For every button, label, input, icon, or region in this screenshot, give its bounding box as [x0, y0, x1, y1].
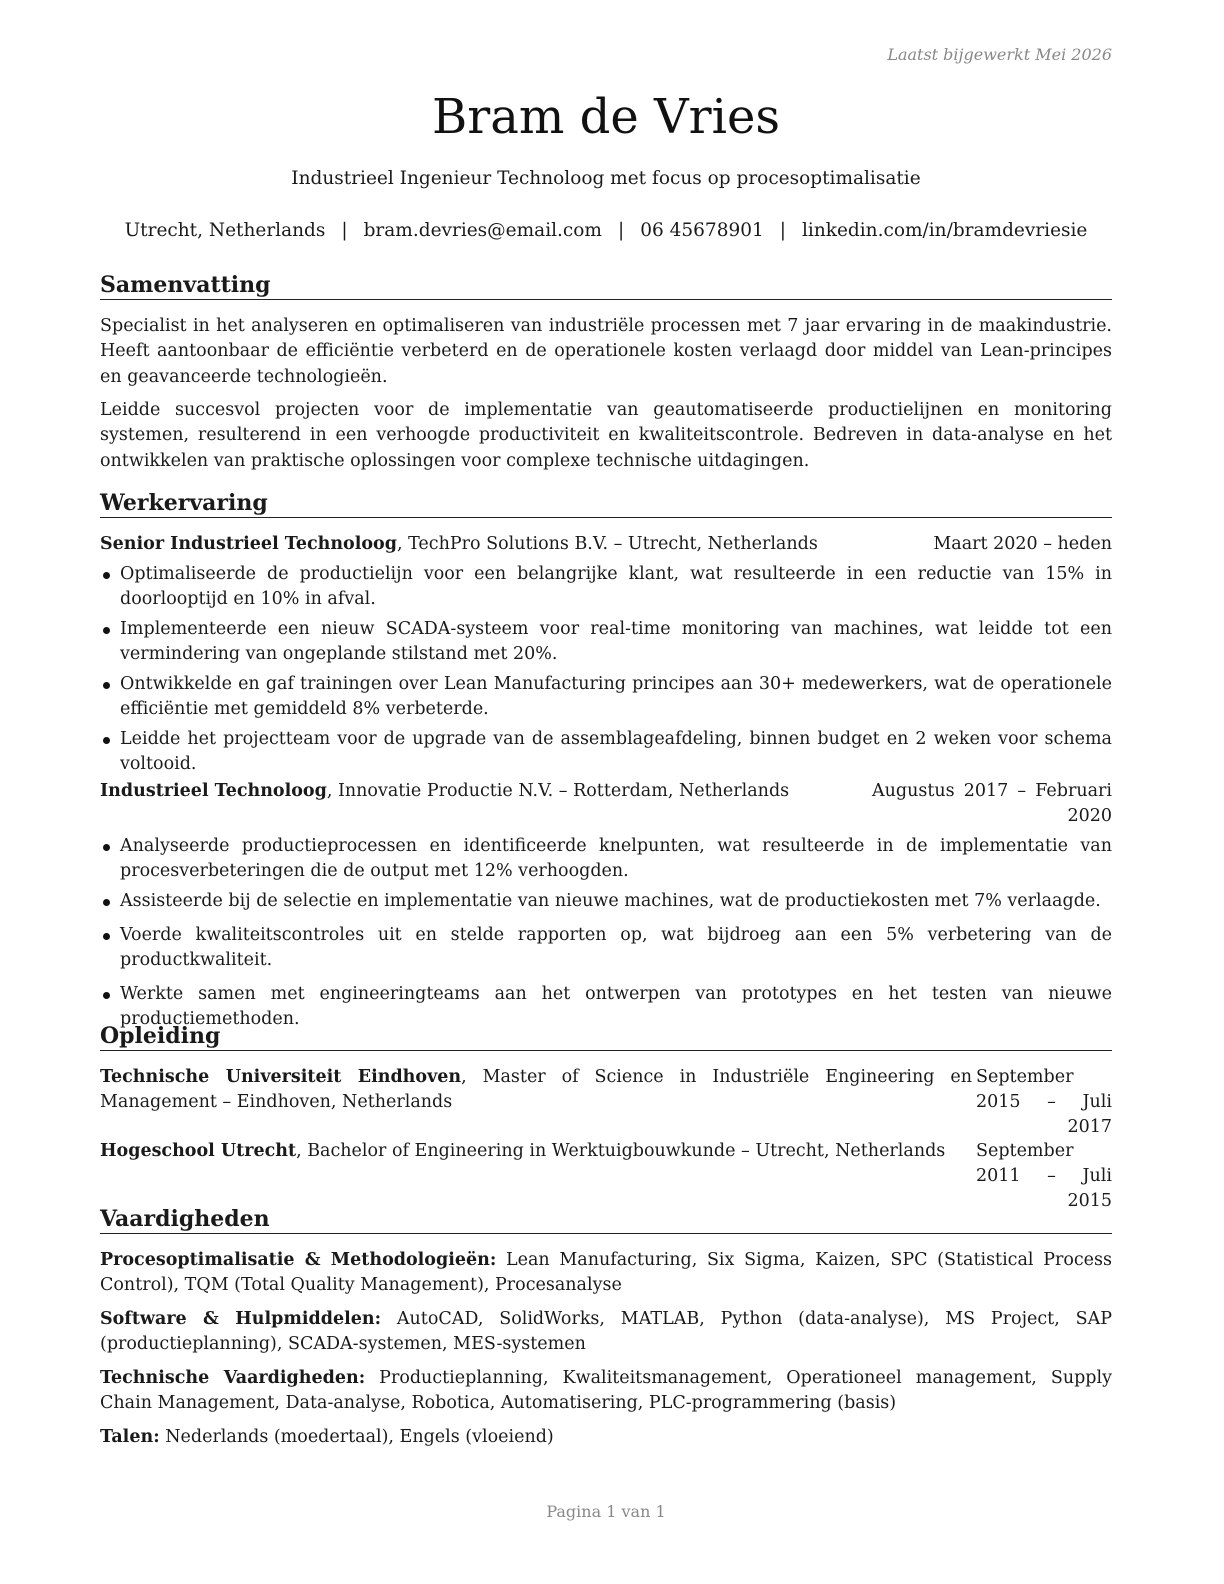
bullet-text: Implementeerde een nieuw SCADA-systeem voor real-time monitoring van machines, wat leidde tot een vermindering van ongeplande stilstand met 20%. — [120, 619, 1112, 664]
list-item — [100, 923, 1112, 973]
contact-location: Utrecht, Netherlands — [124, 220, 326, 241]
job-header — [100, 532, 1112, 557]
skill-text: Nederlands (moedertaal), Engels (vloeiend) — [159, 1427, 554, 1447]
skill-label: Software & Hulpmiddelen: — [100, 1309, 382, 1329]
skill-label: Procesoptimalisatie & Methodologieën: — [100, 1250, 497, 1270]
education-detail: , Bachelor of Engineering in Werktuigbouwkunde – Utrecht, Netherlands — [296, 1141, 946, 1161]
list-item — [100, 562, 1112, 612]
skill-text: Lean Manufacturing, Six Sigma, Kaizen, SPC (Statistical Process Control), TQM (Total Quality Management), Procesanalyse — [100, 1250, 1112, 1295]
bullet-text: Analyseerde productieprocessen en identificeerde knelpunten, wat resulteerde in de implementatie van procesverbeteringen die de output met 12% verhoogden. — [120, 836, 1112, 881]
bullet-icon — [103, 992, 110, 999]
bullet-icon — [103, 682, 110, 689]
candidate-name: Bram de Vries — [432, 89, 780, 145]
bullet-icon — [103, 844, 110, 851]
bullet-text: Voerde kwaliteitscontroles uit en stelde rapporten op, wat bijdroeg aan een 5% verbetering van de productkwaliteit. — [120, 925, 1112, 970]
bullet-text: Assisteerde bij de selectie en implementatie van nieuwe machines, wat de productiekosten met 7% verlaagde. — [120, 891, 1101, 911]
skill-group — [100, 1425, 1112, 1450]
bullet-icon — [103, 933, 110, 940]
resume-page — [100, 0, 1112, 1584]
contact-linkedin[interactable]: linkedin.com/in/bramdevriesie — [802, 220, 1088, 241]
section-title-summary: Samenvatting — [100, 271, 1112, 300]
education-text — [100, 1139, 972, 1164]
section-title-skills: Vaardigheden — [100, 1205, 1112, 1234]
bullet-text: Ontwikkelde en gaf trainingen over Lean Manufacturing principes aan 30+ medewerkers, wat de operationele efficiëntie met gemiddeld 8% verbeterde. — [120, 674, 1112, 719]
education-dates: September 2015 – Juli 2017 — [976, 1067, 1112, 1137]
education-item — [100, 1139, 1112, 1211]
job-dates: Augustus 2017 – Februari 2020 — [872, 781, 1112, 826]
education-item — [100, 1065, 1112, 1137]
education-school: Technische Universiteit Eindhoven — [100, 1067, 462, 1087]
job-role: Industrieel Technoloog — [100, 781, 327, 801]
list-item — [100, 617, 1112, 667]
page-number: Pagina 1 van 1 — [546, 1502, 666, 1521]
section-title-experience: Werkervaring — [100, 489, 1112, 518]
summary-paragraph: Leidde succesvol projecten voor de implementatie van geautomatiseerde productielijnen en monitoring systemen, resulterend in een verhoogde productiviteit en kwaliteitscontrole. Bedreven in data-analyse en het ontwikkelen van praktische oplossingen voor complexe technische uitdagingen. — [100, 400, 1112, 471]
last-updated: Laatst bijgewerkt Mei 2026 — [887, 45, 1112, 64]
education-detail: , Master of Science in Industriële Engineering en Management – Eindhoven, Netherlands — [100, 1067, 972, 1112]
job-bullets — [100, 834, 1112, 1032]
education-school: Hogeschool Utrecht — [100, 1141, 297, 1161]
job-role: Senior Industrieel Technoloog — [100, 534, 397, 554]
section-title-education: Opleiding — [100, 1022, 1112, 1051]
skill-text: AutoCAD, SolidWorks, MATLAB, Python (data-analyse), MS Project, SAP (productieplanning), SCADA-systemen, MES-systemen — [100, 1309, 1113, 1354]
headline: Industrieel Ingenieur Technoloog met focus op procesoptimalisatie — [291, 168, 921, 189]
bullet-icon — [103, 737, 110, 744]
list-item — [100, 672, 1112, 722]
contact-phone: 06 45678901 — [640, 220, 764, 241]
bullet-text: Leidde het projectteam voor de upgrade van de assemblageafdeling, binnen budget en 2 weken voor schema voltooid. — [120, 729, 1112, 774]
skill-label: Talen: — [100, 1427, 160, 1447]
job-header — [100, 779, 1112, 826]
list-item — [100, 727, 1112, 777]
contact-line — [100, 219, 1112, 243]
summary-paragraph: Specialist in het analyseren en optimaliseren van industriële processen met 7 jaar ervaring in de maakindustrie. Heeft aantoonbaar de efficiëntie verbeterd en de operationele kosten verlaagd door middel van Lean-principes en geavanceerde technologieën. — [100, 316, 1112, 387]
education-dates: September 2011 – Juli 2015 — [976, 1141, 1112, 1211]
education-text — [100, 1065, 972, 1115]
contact-separator: | — [341, 220, 348, 241]
contact-email[interactable]: bram.devries@email.com — [363, 220, 602, 241]
job-dates: Maart 2020 – heden — [933, 534, 1112, 554]
bullet-text: Optimaliseerde de productielijn voor een belangrijke klant, wat resulteerde in een reductie van 15% in doorlooptijd en 10% in afval. — [120, 564, 1112, 609]
skill-text: Productieplanning, Kwaliteitsmanagement, Operationeel management, Supply Chain Management, Data-analyse, Robotica, Automatisering, PLC-programmering (basis) — [100, 1368, 1112, 1413]
job-bullets — [100, 562, 1112, 777]
skill-group — [100, 1307, 1112, 1357]
bullet-icon — [103, 572, 110, 579]
contact-separator: | — [617, 220, 625, 241]
job-company: , Innovatie Productie N.V. – Rotterdam, Netherlands — [326, 781, 790, 801]
bullet-icon — [103, 627, 110, 634]
contact-separator: | — [779, 220, 787, 241]
skill-group — [100, 1248, 1112, 1298]
list-item — [100, 834, 1112, 884]
job-company: , TechPro Solutions B.V. – Utrecht, Netherlands — [396, 534, 818, 554]
list-item — [100, 889, 1112, 914]
bullet-text: Werkte samen met engineeringteams aan het ontwerpen van prototypes en het testen van nieuwe productiemethoden. — [120, 984, 1112, 1029]
skill-group — [100, 1366, 1112, 1416]
skill-label: Technische Vaardigheden: — [100, 1368, 366, 1388]
bullet-icon — [103, 899, 110, 906]
